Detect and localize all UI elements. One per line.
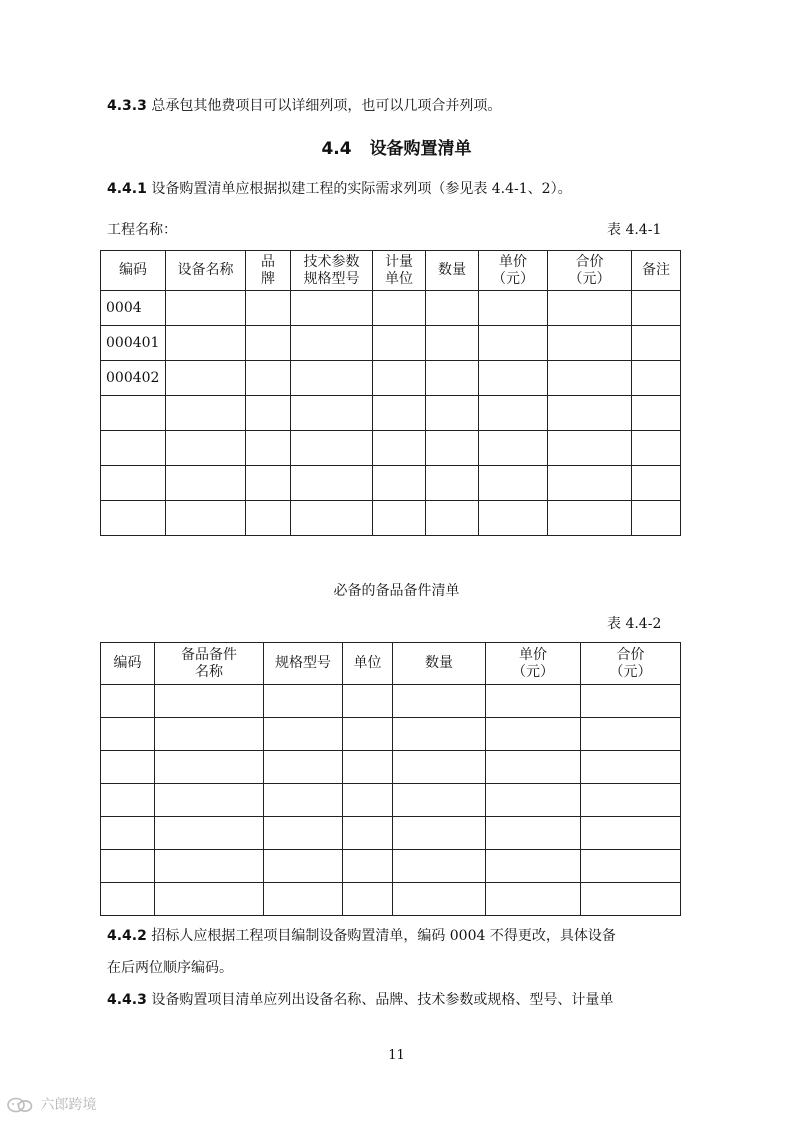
table-cell [632, 431, 681, 466]
table-cell [101, 751, 155, 784]
table-cell [393, 850, 486, 883]
watermark [6, 1094, 96, 1114]
equipment-purchase-table [100, 250, 681, 536]
table-cell [155, 784, 264, 817]
paragraph-text: 设备购置项目清单应列出设备名称、品牌、技术参数或规格、型号、计量单 [151, 992, 614, 1008]
paragraph-4-4-3 [107, 990, 613, 1011]
table-row [101, 850, 681, 883]
header-cell: 设备名称 [166, 251, 246, 291]
spare-parts-table [100, 642, 681, 916]
table-cell [343, 883, 393, 916]
table-cell [343, 718, 393, 751]
table-cell [426, 396, 479, 431]
table-cell [479, 326, 548, 361]
table-cell [548, 396, 632, 431]
table-cell [581, 883, 681, 916]
table-cell [343, 751, 393, 784]
table-cell [393, 817, 486, 850]
header-cell: 技术参数 规格型号 [291, 251, 373, 291]
table-cell [155, 850, 264, 883]
table-cell [101, 850, 155, 883]
header-cell: 合价 （元） [581, 643, 681, 685]
table-cell [291, 326, 373, 361]
table-cell [426, 501, 479, 536]
header-cell: 品 牌 [246, 251, 291, 291]
table-row [101, 326, 681, 361]
code-cell [101, 431, 166, 466]
table-cell [155, 883, 264, 916]
table-cell [291, 431, 373, 466]
table-cell [479, 466, 548, 501]
table-cell [264, 784, 343, 817]
table-cell [581, 751, 681, 784]
wechat-logo-icon [6, 1096, 36, 1114]
table-row [101, 466, 681, 501]
table-cell [548, 466, 632, 501]
paragraph-4-4-2 [107, 926, 616, 947]
table-cell [246, 326, 291, 361]
header-cell: 备注 [632, 251, 681, 291]
table-row [101, 883, 681, 916]
table-cell [479, 501, 548, 536]
page-number: 11 [388, 1048, 405, 1063]
header-cell: 规格型号 [264, 643, 343, 685]
table-cell [246, 431, 291, 466]
table-cell [101, 718, 155, 751]
table-cell [166, 291, 246, 326]
header-cell: 数量 [393, 643, 486, 685]
table-cell [264, 850, 343, 883]
table-cell [632, 326, 681, 361]
table-cell [246, 466, 291, 501]
table-cell [264, 883, 343, 916]
table-cell [101, 784, 155, 817]
table-cell [548, 291, 632, 326]
table-cell [393, 751, 486, 784]
paragraph-text: 招标人应根据工程项目编制设备购置清单，编码 0004 不得更改，具体设备 [151, 928, 616, 944]
table-cell [373, 326, 426, 361]
table-row [101, 396, 681, 431]
table-cell [393, 685, 486, 718]
table-cell [581, 784, 681, 817]
header-cell: 合价 （元） [548, 251, 632, 291]
table-cell [166, 361, 246, 396]
table-cell [246, 501, 291, 536]
table-cell [486, 718, 581, 751]
table-cell [373, 431, 426, 466]
table-row [101, 718, 681, 751]
header-cell: 单位 [343, 643, 393, 685]
table-cell [486, 850, 581, 883]
code-cell [101, 466, 166, 501]
table-cell [393, 718, 486, 751]
table-cell [486, 751, 581, 784]
table-cell [246, 361, 291, 396]
paragraph-4-3-3 [107, 96, 501, 117]
table-cell [101, 883, 155, 916]
table-cell [246, 396, 291, 431]
table-row [101, 751, 681, 784]
table-cell [373, 466, 426, 501]
table-cell [373, 396, 426, 431]
table-caption: 必备的备品备件清单 [333, 583, 460, 599]
table-cell [479, 431, 548, 466]
table-cell [479, 396, 548, 431]
paragraph-text: 总承包其他费项目可以详细列项，也可以几项合并列项。 [151, 98, 502, 114]
section-title: 设备购置清单 [369, 139, 472, 159]
table-cell [479, 361, 548, 396]
table-cell [343, 685, 393, 718]
table-cell [291, 291, 373, 326]
table-cell [166, 326, 246, 361]
table-row [101, 361, 681, 396]
table-cell [548, 431, 632, 466]
table-cell [166, 466, 246, 501]
table-cell [581, 817, 681, 850]
table-cell [426, 361, 479, 396]
table-cell [426, 466, 479, 501]
table-row [101, 501, 681, 536]
section-number: 4.4 [321, 139, 352, 159]
table-cell [581, 685, 681, 718]
table-cell [246, 291, 291, 326]
table-cell [548, 501, 632, 536]
table-cell [426, 291, 479, 326]
header-cell: 计量 单位 [373, 251, 426, 291]
table-cell [479, 291, 548, 326]
table-cell [426, 326, 479, 361]
table-cell [486, 883, 581, 916]
section-number: 4.4.1 [107, 181, 147, 197]
table-cell [155, 751, 264, 784]
header-cell: 编码 [101, 251, 166, 291]
table-cell [291, 466, 373, 501]
table-cell [632, 501, 681, 536]
table-cell [393, 883, 486, 916]
table-cell [426, 431, 479, 466]
code-cell: 0004 [101, 291, 166, 326]
table-cell [548, 361, 632, 396]
table-cell [581, 850, 681, 883]
code-cell [101, 396, 166, 431]
table-cell [486, 817, 581, 850]
watermark-text: 六郎跨境 [40, 1097, 97, 1113]
table-number-4-4-2: 表 4.4-2 [607, 616, 662, 632]
table-cell [343, 817, 393, 850]
paragraph-text: 设备购置清单应根据拟建工程的实际需求列项（参见表 4.4-1、2）。 [151, 181, 572, 197]
table-cell [155, 817, 264, 850]
table-row [101, 784, 681, 817]
table-cell [632, 466, 681, 501]
section-number: 4.3.3 [107, 98, 147, 114]
table-cell [264, 685, 343, 718]
project-name-label: 工程名称： [107, 222, 177, 238]
table-cell [486, 685, 581, 718]
table-number-4-4-1: 表 4.4-1 [607, 222, 662, 238]
header-cell: 数量 [426, 251, 479, 291]
table-cell [581, 718, 681, 751]
table-cell [632, 361, 681, 396]
table-header-row [101, 643, 681, 685]
table-cell [343, 784, 393, 817]
section-number: 4.4.3 [107, 992, 147, 1008]
table-cell [166, 431, 246, 466]
code-cell [101, 501, 166, 536]
table-cell [155, 685, 264, 718]
table-cell [632, 396, 681, 431]
header-cell: 单价 （元） [479, 251, 548, 291]
table-cell [343, 850, 393, 883]
table-row [101, 685, 681, 718]
header-cell: 单价 （元） [486, 643, 581, 685]
table-cell [632, 291, 681, 326]
table-row [101, 291, 681, 326]
table-cell [373, 291, 426, 326]
section-number: 4.4.2 [107, 928, 147, 944]
table-cell [291, 361, 373, 396]
table-cell [155, 718, 264, 751]
header-cell: 编码 [101, 643, 155, 685]
table-cell [166, 396, 246, 431]
table-row [101, 431, 681, 466]
table-cell [291, 396, 373, 431]
table-row [101, 817, 681, 850]
table-cell [166, 501, 246, 536]
table-header-row [101, 251, 681, 291]
section-heading-4-4 [0, 134, 793, 159]
table-cell [373, 501, 426, 536]
table-cell [101, 817, 155, 850]
table-cell [264, 718, 343, 751]
header-cell: 备品备件 名称 [155, 643, 264, 685]
table-cell [264, 751, 343, 784]
table-cell [264, 817, 343, 850]
table-cell [486, 784, 581, 817]
paragraph-4-4-1 [107, 179, 572, 200]
table-cell [393, 784, 486, 817]
table-cell [101, 685, 155, 718]
table-cell [373, 361, 426, 396]
table-cell [548, 326, 632, 361]
table-cell [291, 501, 373, 536]
code-cell: 000401 [101, 326, 166, 361]
paragraph-4-4-2-continued: 在后两位顺序编码。 [107, 960, 233, 976]
code-cell: 000402 [101, 361, 166, 396]
